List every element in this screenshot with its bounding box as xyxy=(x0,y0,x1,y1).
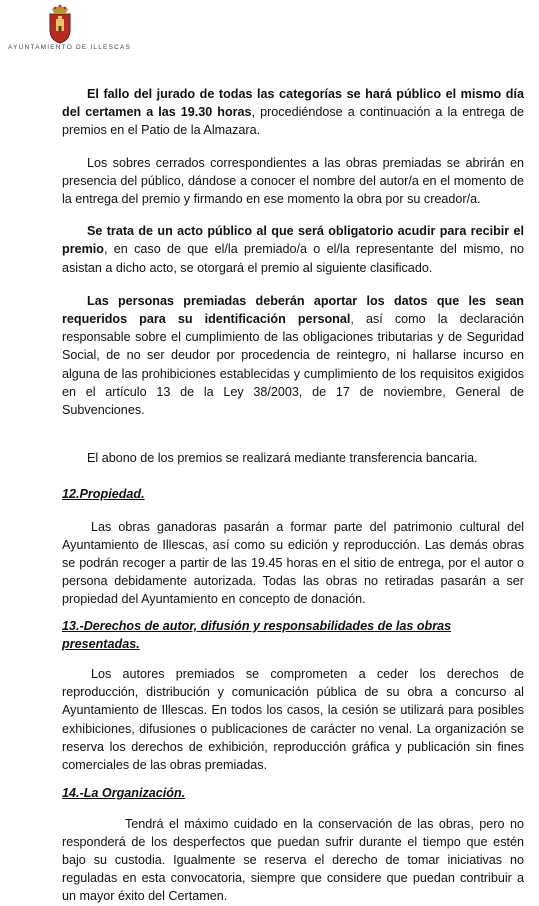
paragraph-public-act xyxy=(62,222,524,277)
paragraph-organization: Tendrá el máximo cuidado en la conservación de las obras, pero no responderá de los desperfectos que puedan sufrir durante el tiempo que estén bajo su custodia. Igualmente se reserva el derecho de tomar iniciativas no reguladas en esta convocatoria, siempre que considere que puedan contribuir a un mayor éxito del Certamen. xyxy=(62,816,524,904)
coat-of-arms-logo xyxy=(46,4,74,44)
section-title-14: 14.-La Organización. xyxy=(62,786,186,801)
bold-text: El fallo del jurado de todas las categorías se hará público el mismo día del certamen a las 19.30 horas xyxy=(62,87,524,120)
page-header xyxy=(8,4,132,54)
paragraph-text: , procediéndose a continuación a la entrega de premios en el Patio de la Almazara. xyxy=(62,105,524,138)
paragraph-jury-decision xyxy=(62,85,524,140)
paragraph-sealed-envelopes: Los sobres cerrados correspondientes a las obras premiadas se abrirán en presencia del público, dándose a conocer el nombre del autor/a en el momento de la entrega del premio y firmando en ese momento la obra por su creador/a. xyxy=(62,155,524,207)
paragraph-prize-payment: El abono de los premios se realizará mediante transferencia bancaria. xyxy=(87,451,478,466)
section-title-13: 13.-Derechos de autor, difusión y responsabilidades de las obras presentadas. xyxy=(62,618,452,651)
document-body xyxy=(62,85,524,906)
bold-text: Se trata de un acto público al que será obligatorio acudir para recibir el premio xyxy=(62,224,524,257)
paragraph-property: Las obras ganadoras pasarán a formar parte del patrimonio cultural del Ayuntamiento de Illescas, así como su edición y reproducción. Las demás obras se podrán recoger a partir de las 19.45 horas en el sitio de entrega, por el autor o persona debidamente autorizada. Todas las obras no retiradas pasarán a ser propiedad del Ayuntamiento en concepto de donación. xyxy=(62,519,524,607)
paragraph-text: , en caso de que el/la premiado/a o el/la representante del mismo, no asistan a dicho acto, se otorgará el premio al siguiente clasificado. xyxy=(62,242,524,275)
section-title-12: 12.Propiedad. xyxy=(62,487,145,502)
bold-text: Las personas premiadas deberán aportar los datos que les sean requeridos para su identificación personal xyxy=(62,293,524,327)
organization-name: AYUNTAMIENTO DE ILLESCAS xyxy=(8,44,132,51)
paragraph-copyright: Los autores premiados se comprometen a ceder los derechos de reproducción, distribución y comunicación pública de su obra a concurso al Ayuntamiento de Illescas. En todos los casos, la cesión se utilizará para posibles exhibiciones, difusiones o publicaciones de carácter no venal. La organización se reserva los derechos de exhibición, reproducción gráfica y publicación sin fines comerciales de las obras premiadas. xyxy=(62,667,524,773)
paragraph-text: , así como la declaración responsable sobre el cumplimiento de las obligaciones tributarias y de Seguridad Social, de no ser deudor por procedencia de reintegro, ni hallarse incurso en alguna de las prohibiciones establecidas y cumplimiento de los requisitos exigidos en el artículo 13 de la Ley 38/2003, de 17 de noviembre, General de Subvenciones. xyxy=(62,312,524,418)
paragraph-winner-data xyxy=(62,292,524,419)
